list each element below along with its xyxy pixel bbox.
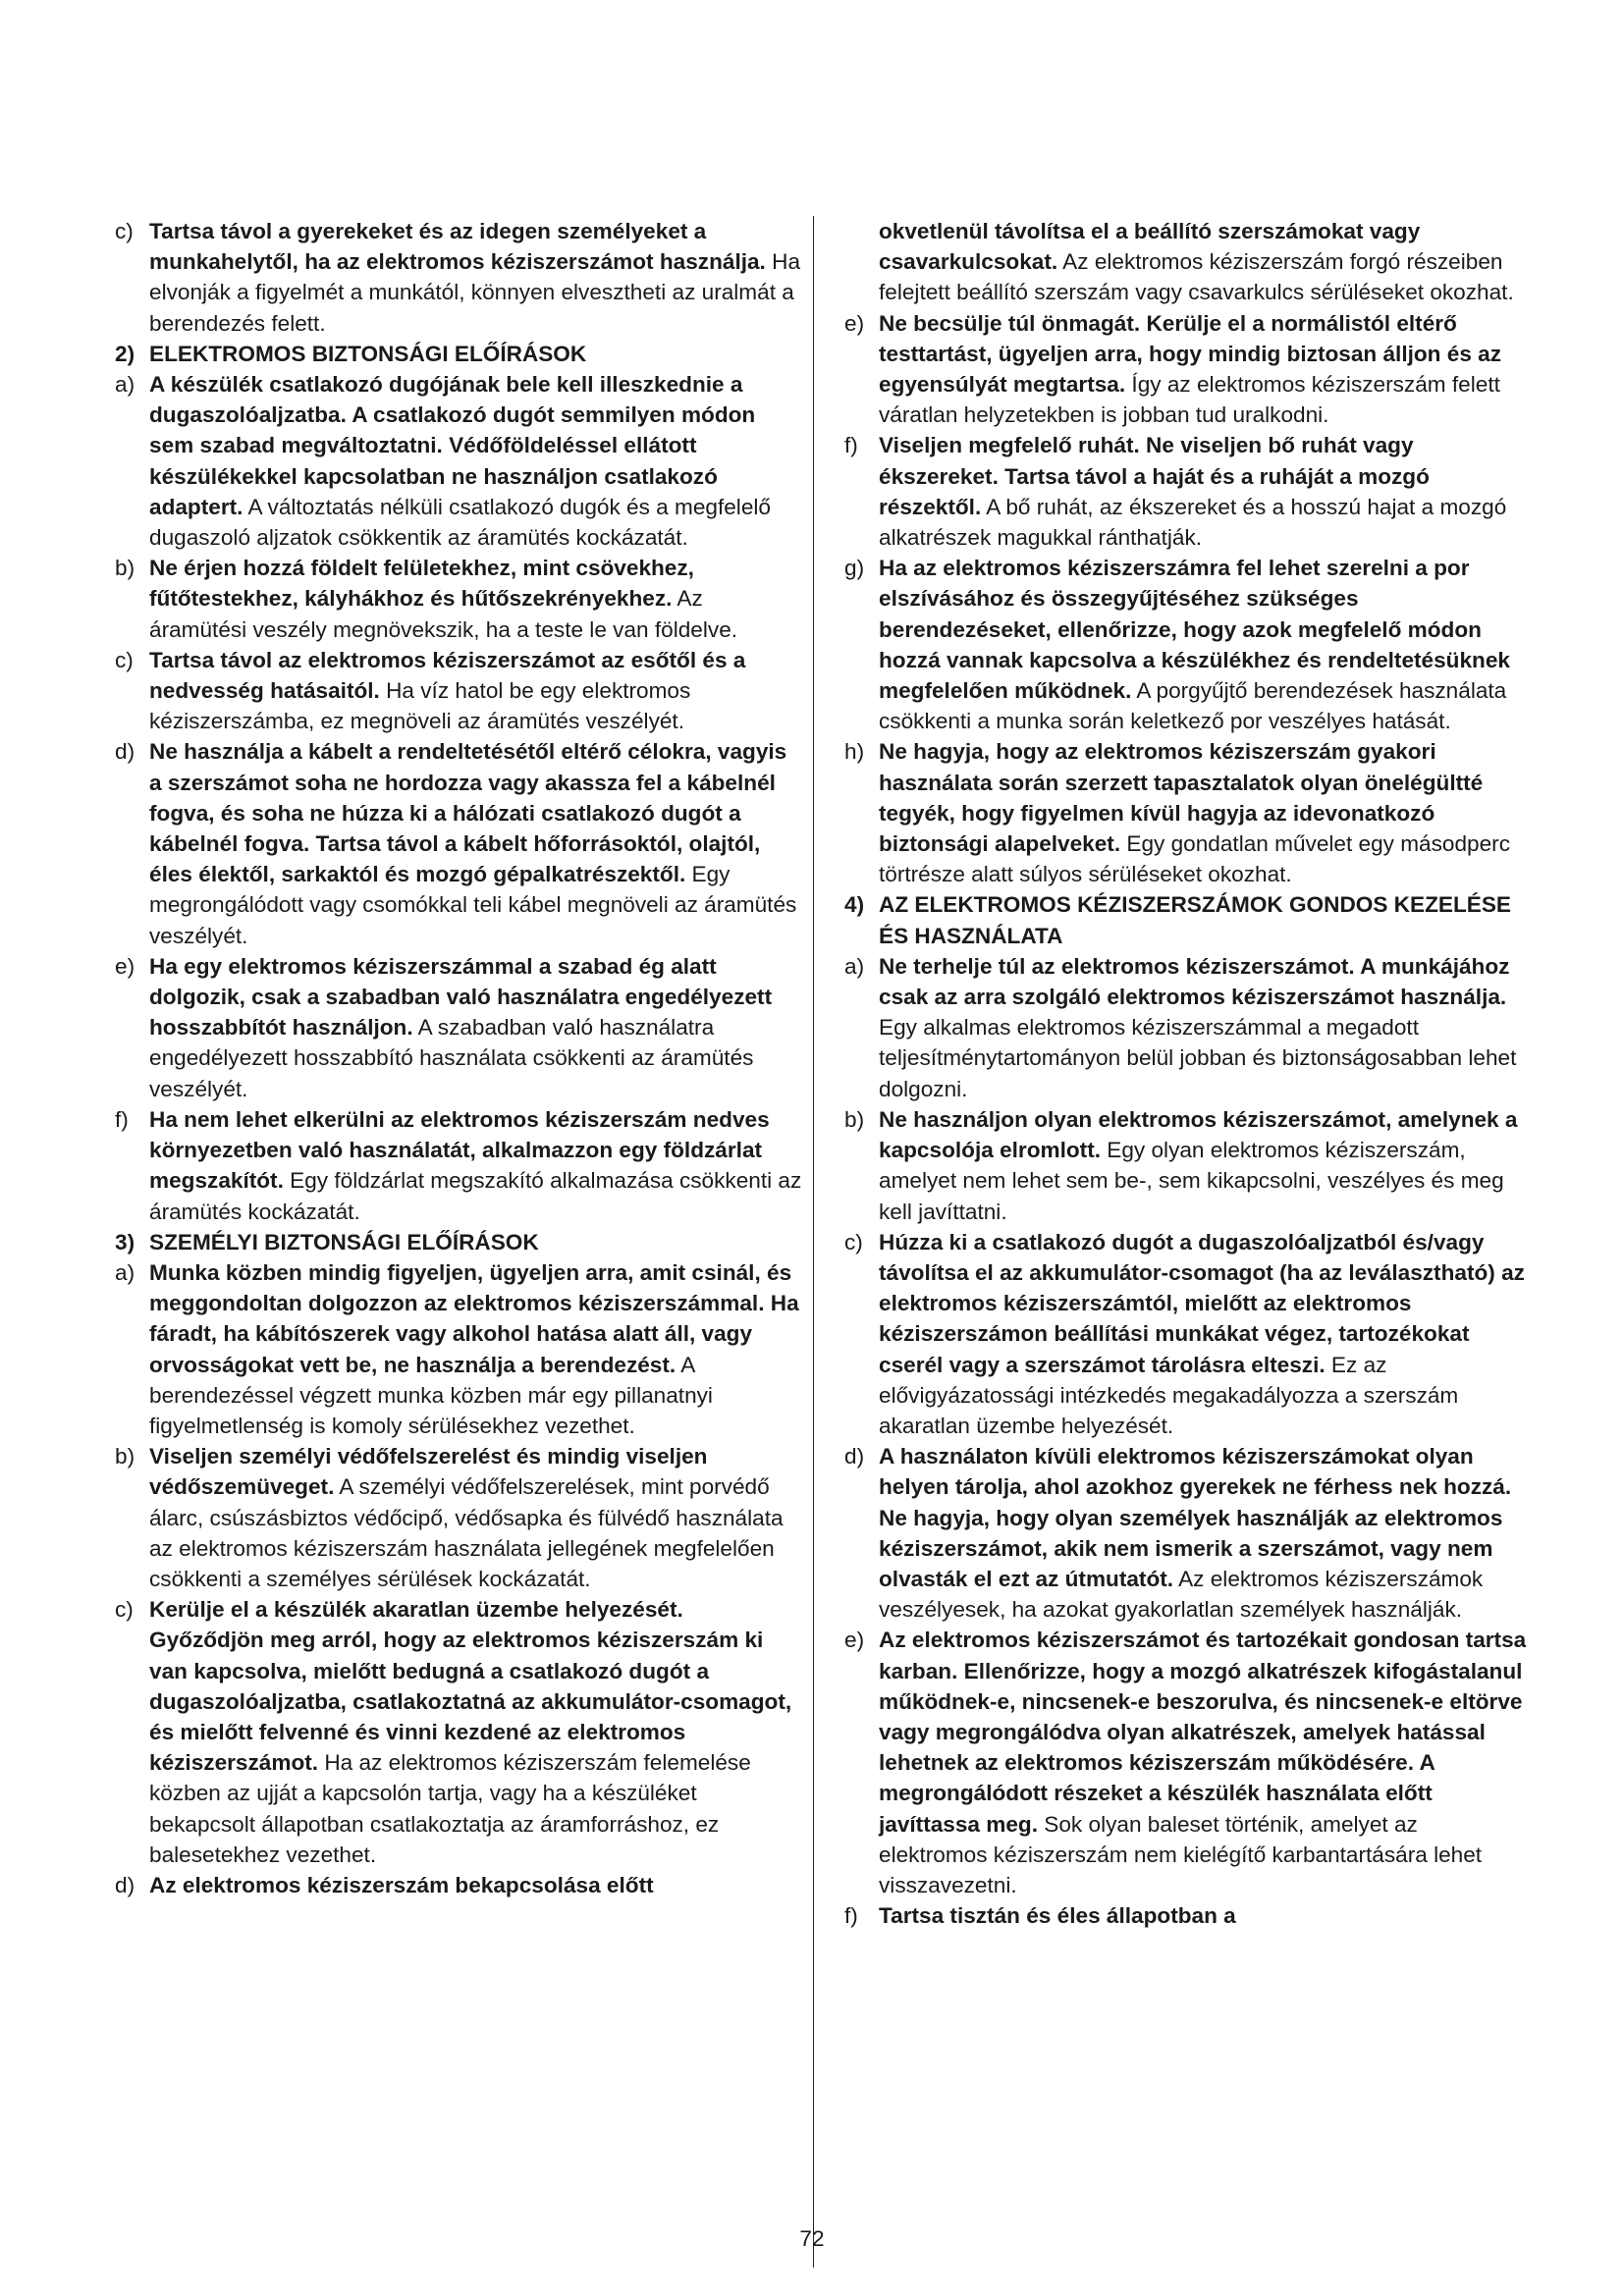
item-letter: c) (115, 1597, 134, 1623)
right-column (844, 216, 1532, 1931)
section-title: SZEMÉLYI BIZTONSÁGI ELŐÍRÁSOK (149, 1229, 539, 1255)
section-heading (115, 339, 802, 369)
item-letter: a) (115, 1259, 135, 1285)
item-text (879, 553, 1532, 736)
item-letter: d) (844, 1444, 865, 1469)
item-text (879, 216, 1532, 308)
list-item (115, 553, 802, 645)
list-item (115, 1257, 802, 1441)
item-bold-text: Ha az elektromos kéziszerszámra fel lehet szerelni a por elszívásához és összegyűjtéséhez szükséges berendezéseket, ellenőrizze, hogy azok megfelelő módon hozzá vannak kapcsolva a készülékhez és rendeltetésüknek megfelelően működnek. (879, 556, 1510, 704)
item-normal-text: Egy alkalmas elektromos kéziszerszámmal a megadott teljesítménytartományon belül jobban és biztonságosabban lehet dolgozni. (879, 1015, 1517, 1101)
list-item (844, 308, 1532, 431)
item-text (879, 1104, 1532, 1227)
item-text (879, 1900, 1532, 1931)
list-item (115, 1594, 802, 1870)
item-bold-text: Viseljen megfelelő ruhát. Ne viseljen bő ruhát vagy ékszereket. Tartsa távol a haját és a ruháját a mozgó részektől. (879, 433, 1430, 519)
left-column (115, 216, 802, 1900)
section-number: 2) (115, 341, 135, 366)
item-text (149, 645, 802, 737)
item-letter: b) (844, 1106, 865, 1132)
item-normal-text: Az elektromos kéziszerszám forgó részeiben felejtett beállító szerszám vagy csavarkulcs sérüléseket okozhat. (879, 249, 1514, 305)
item-normal-text: Egy megrongálódott vagy csomókkal teli kábel megnöveli az áramütés veszélyét. (149, 862, 797, 948)
column-divider (813, 216, 814, 2268)
list-item (115, 645, 802, 737)
list-item (844, 1104, 1532, 1227)
item-normal-text: A berendezéssel végzett munka közben már egy pillanatnyi figyelmetlenség is komoly sérülésekhez vezethet. (149, 1352, 713, 1438)
item-normal-text: Sok olyan baleset történik, amelyet az elektromos kéziszerszám nem kielégítő karbantartására lehet visszavezetni. (879, 1811, 1483, 1897)
item-bold-text: Ha egy elektromos kéziszerszámmal a szabad ég alatt dolgozik, csak a szabadban való használatra engedélyezett hosszabbítót használjon. (149, 953, 773, 1041)
item-normal-text: A változtatás nélküli csatlakozó dugók és a megfelelő dugaszoló aljzatok csökkentik az áramütés kockázatát. (149, 494, 771, 551)
list-item (844, 736, 1532, 889)
section-title: ELEKTROMOS BIZTONSÁGI ELŐÍRÁSOK (149, 341, 587, 366)
item-bold-text: Húzza ki a csatlakozó dugót a dugaszolóaljzatból és/vagy távolítsa el az akkumulátor-csomagot (ha az leválasztható) az elektromos kéziszerszámtól, mielőtt az elektromos kéziszerszámon beállítási munkákat végez, tartozékokat cserél vagy a szerszámot tárolásra elteszi. (879, 1229, 1525, 1377)
list-item (115, 1870, 802, 1900)
item-text (879, 1625, 1532, 1900)
list-item (844, 1900, 1532, 1931)
item-normal-text: Az áramütési veszély megnövekszik, ha a teste le van földelve. (149, 586, 738, 642)
item-bold-text: Az elektromos kéziszerszám bekapcsolása előtt (149, 1872, 654, 1897)
item-normal-text: Egy földzárlat megszakító alkalmazása csökkenti az áramütés kockázatát. (149, 1168, 802, 1224)
item-text (149, 1594, 802, 1870)
item-bold-text: Ne érjen hozzá földelt felületekhez, mint csövekhez, fűtőtestekhez, kályhákhoz és hűtőszekrényekhez. (149, 556, 694, 612)
item-normal-text: A szabadban való használatra engedélyezett hosszabbító használata csökkenti az áramütés veszélyét. (149, 1015, 754, 1101)
item-normal-text: Ha az elektromos kéziszerszám felemelése közben az ujját a kapcsolón tartja, vagy ha a készüléket bekapcsolt állapotban csatlakoztatja az áramforráshoz, ez balesetekhez vezethet. (149, 1750, 751, 1867)
section-heading (115, 1227, 802, 1257)
item-bold-text: Az elektromos kéziszerszámot és tartozékait gondosan tartsa karban. Ellenőrizze, hogy a mozgó alkatrészek kifogástalanul működnek-e, nincsenek-e beszorulva, és nincsenek-e eltörve vagy megrongálódva olyan alkatrészek, amelyek hatással lehetnek az elektromos kéziszerszám működésére. A megrongálódott részeket a készülék használata előtt javíttassa meg. (879, 1628, 1527, 1837)
item-letter: e) (844, 310, 865, 336)
item-text (879, 736, 1532, 889)
list-item (115, 216, 802, 339)
item-normal-text: A bő ruhát, az ékszereket és a hosszú hajat a mozgó alkatrészek magukkal ránthatják. (879, 494, 1507, 551)
item-letter: e) (115, 953, 135, 979)
item-bold-text: Ne becsülje túl önmagát. Kerülje el a normálistól eltérő testtartást, ügyeljen arra, hogy mindig biztosan álljon és az egyensúlyát megtartsa. (879, 310, 1502, 398)
item-bold-text: Ne használja a kábelt a rendeltetésétől eltérő célokra, vagyis a szerszámot soha ne hordozza vagy akassza fel a kábelnél fogva, és soha ne húzza ki a hálózati csatlakozó dugót a kábelnél fogva. Tartsa távol a kábelt hőforrásoktól, olajtól, éles élektől, sarkaktól és mozgó gépalkatrészektől. (149, 739, 787, 887)
item-letter (844, 216, 879, 308)
list-item (844, 1625, 1532, 1900)
item-text (149, 1257, 802, 1441)
item-bold-text: A készülék csatlakozó dugójának bele kell illeszkednie a dugaszolóaljzatba. A csatlakozó dugót semmilyen módon sem szabad megváltoztatni. Védőföldeléssel ellátott készülékekkel kapcsolatban ne használjon csatlakozó adaptert. (149, 372, 756, 519)
item-normal-text: Egy olyan elektromos kéziszerszám, amelyet nem lehet sem be-, sem kikapcsolni, veszélyes és meg kell javíttatni. (879, 1138, 1504, 1224)
item-text (879, 1441, 1532, 1625)
item-bold-text: Kerülje el a készülék akaratlan üzembe helyezését. Győződjön meg arról, hogy az elektromos kéziszerszám ki van kapcsolva, mielőtt bedugná a csatlakozó dugót a dugaszolóaljzatba, csatlakoztatná az akkumulátor-csomagot, és mielőtt felvenné és vinni kezdené az elektromos kéziszerszámot. (149, 1597, 792, 1776)
list-item (115, 736, 802, 950)
item-normal-text: A porgyűjtő berendezések használata csökkenti a munka során keletkező por veszélyes hatását. (879, 678, 1507, 734)
list-item (844, 553, 1532, 736)
item-bold-text: Munka közben mindig figyeljen, ügyeljen arra, amit csinál, és meggondoltan dolgozzon az elektromos kéziszerszámmal. Ha fáradt, ha kábítószerek vagy alkohol hatása alatt áll, vagy orvosságokat vett be, ne használja a berendezést. (149, 1259, 799, 1377)
list-item (115, 1104, 802, 1227)
item-bold-text: Viseljen személyi védőfelszerelést és mindig viseljen védőszemüveget. (149, 1444, 708, 1500)
item-text (149, 736, 802, 950)
item-normal-text: Ha elvonják a figyelmét a munkától, könnyen elvesztheti az uralmát a berendezés felett. (149, 249, 801, 336)
list-item (115, 951, 802, 1104)
item-letter: h) (844, 739, 865, 765)
item-letter: f) (115, 1106, 129, 1132)
item-text (149, 1870, 802, 1900)
list-item (115, 1441, 802, 1594)
item-bold-text: Ne hagyja, hogy az elektromos kéziszerszám gyakori használata során szerzett tapasztalatok olyan önelégültté tegyék, hogy figyelmen kívül hagyja az idevonatkozó biztonsági alapelveket. (879, 739, 1484, 857)
item-letter: g) (844, 556, 865, 581)
list-item (844, 1227, 1532, 1441)
item-letter: c) (844, 1229, 863, 1255)
list-item (844, 951, 1532, 1104)
item-normal-text: Egy gondatlan művelet egy másodperc törtrésze alatt súlyos sérüléseket okozhat. (879, 831, 1510, 887)
section-number: 3) (115, 1229, 135, 1255)
item-normal-text: A személyi védőfelszerelések, mint porvédő álarc, csúszásbiztos védőcipő, védősapka és fülvédő használata az elektromos kéziszerszám használata jellegének megfelelően csökkenti a személyes sérülések kockázatát. (149, 1474, 784, 1591)
item-text (879, 308, 1532, 431)
item-letter: e) (844, 1628, 865, 1653)
item-text (149, 553, 802, 645)
item-letter: d) (115, 739, 135, 765)
item-letter: a) (844, 953, 865, 979)
item-bold-text: Ne terhelje túl az elektromos kéziszerszámot. A munkájához csak az arra szolgáló elektromos kéziszerszámot használja. (879, 953, 1510, 1010)
list-item (844, 1441, 1532, 1625)
item-text (879, 430, 1532, 553)
item-letter: b) (115, 1444, 135, 1469)
item-bold-text: okvetlenül távolítsa el a beállító szerszámokat vagy csavarkulcsokat. (879, 219, 1421, 275)
item-bold-text: Tartsa tisztán és éles állapotban a (879, 1903, 1236, 1929)
item-letter: a) (115, 372, 135, 398)
item-bold-text: Tartsa távol az elektromos kéziszerszámot az esőtől és a nedvesség hatásaitól. (149, 647, 746, 704)
item-bold-text: Tartsa távol a gyerekeket és az idegen személyeket a munkahelytől, ha az elektromos kéziszerszámot használja. (149, 219, 766, 275)
item-letter: c) (115, 219, 134, 243)
list-item (844, 430, 1532, 553)
item-bold-text: Ha nem lehet elkerülni az elektromos kéziszerszám nedves környezetben való használatát, alkalmazzon egy földzárlat megszakítót. (149, 1106, 770, 1194)
item-normal-text: Ez az elővigyázatossági intézkedés megakadályozza a szerszám akaratlan üzembe helyezését. (879, 1352, 1459, 1438)
item-letter: d) (115, 1872, 135, 1897)
item-normal-text: Így az elektromos kéziszerszám felett váratlan helyzetekben is jobban tud uralkodni. (879, 372, 1500, 428)
section-number: 4) (844, 892, 865, 918)
item-letter: f) (844, 1903, 858, 1929)
list-item (115, 369, 802, 553)
item-letter: b) (115, 556, 135, 581)
item-text (879, 1227, 1532, 1441)
item-normal-text: Az elektromos kéziszerszámok veszélyesek, ha azokat gyakorlatlan személyek használják. (879, 1566, 1484, 1623)
item-bold-text: Ne használjon olyan elektromos kéziszerszámot, amelynek a kapcsolója elromlott. (879, 1106, 1518, 1163)
list-item (844, 216, 1532, 308)
item-text (149, 951, 802, 1104)
item-bold-text: A használaton kívüli elektromos kéziszerszámokat olyan helyen tárolja, ahol azokhoz gyerekek ne férhess nek hozzá. Ne hagyja, hogy olyan személyek használják az elektromos kéziszerszámot, akik nem ismerik a szerszámot, vagy nem olvasták el ezt az útmutatót. (879, 1444, 1512, 1591)
item-letter: c) (115, 647, 134, 672)
item-text (149, 369, 802, 553)
item-text (879, 951, 1532, 1104)
item-letter: f) (844, 433, 858, 458)
page-number: 72 (799, 2226, 825, 2251)
item-text (149, 1441, 802, 1594)
item-text (149, 216, 802, 339)
section-title: AZ ELEKTROMOS KÉZISZERSZÁMOK GONDOS KEZELÉSE ÉS HASZNÁLATA (879, 892, 1511, 948)
item-text (149, 1104, 802, 1227)
item-normal-text: Ha víz hatol be egy elektromos kéziszerszámba, ez megnöveli az áramütés veszélyét. (149, 678, 691, 734)
section-heading (844, 889, 1532, 950)
